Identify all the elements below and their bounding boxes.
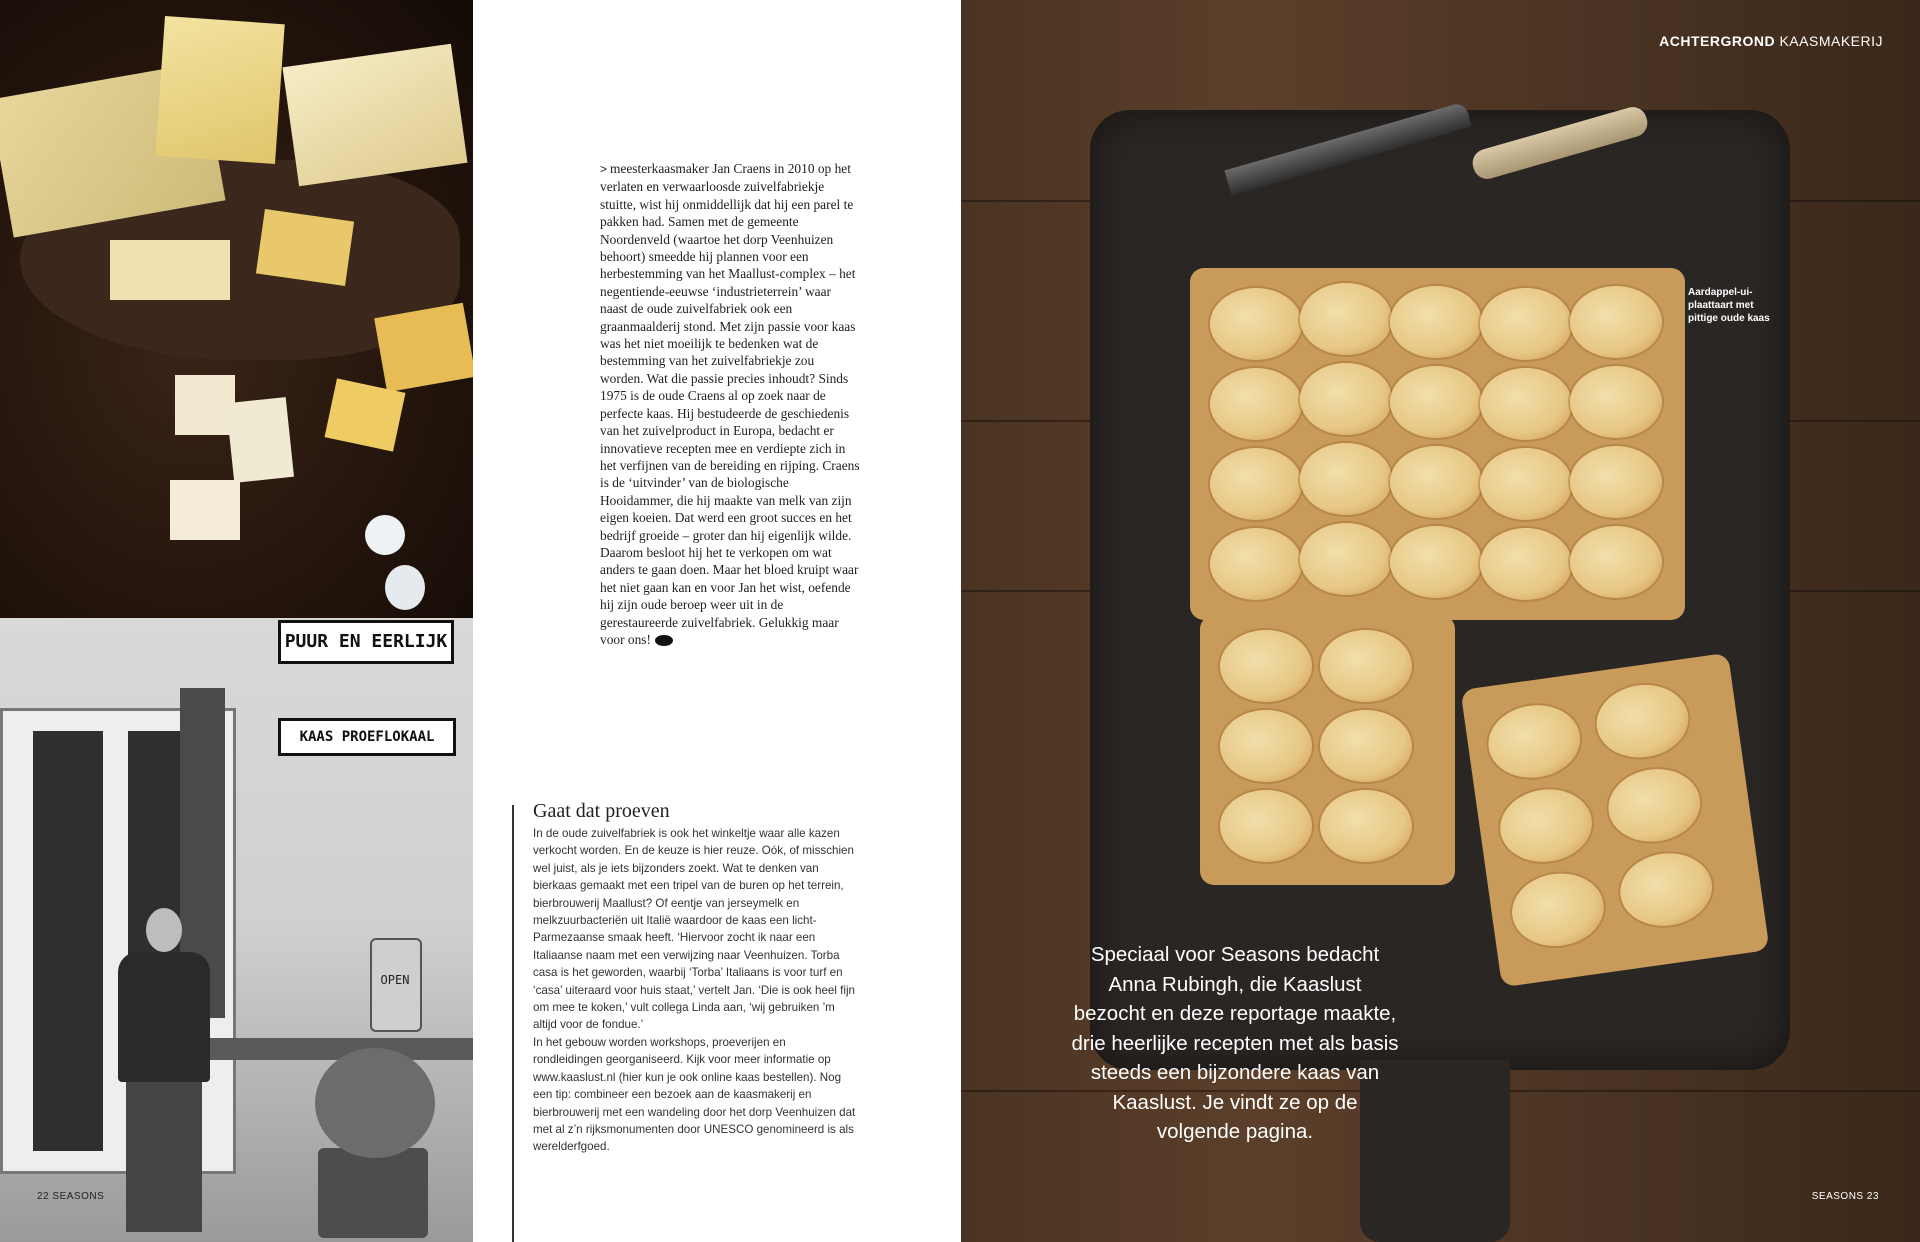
magazine-name-left: SEASONS <box>52 1191 105 1202</box>
sidebar-rule <box>512 805 514 1242</box>
potato-slice <box>1210 528 1302 600</box>
potato-slice <box>1480 528 1572 600</box>
potato-slice <box>1300 523 1392 595</box>
potato-slice <box>1484 699 1585 783</box>
potato-slice <box>1300 363 1392 435</box>
open-sign: OPEN <box>380 973 410 987</box>
door-window <box>33 731 103 1151</box>
sidebar-box <box>533 800 858 1156</box>
parmesan-wedge <box>282 44 467 186</box>
folio-left <box>37 1191 104 1202</box>
cheese-board-photo <box>0 0 473 618</box>
potato-slice <box>1210 448 1302 520</box>
potato-tart-lower <box>1200 615 1455 885</box>
cheese-cube <box>256 209 354 286</box>
pull-quote: Speciaal voor Seasons bedacht Anna Rubingh, die Kaaslust bezocht en deze reportage maakte, drie heerlijke recepten met als basis steeds een bijzondere kaas van Kaaslust. Je vindt ze op de volgende pagina. <box>1071 943 1399 1143</box>
cheesemaker-jan-craens <box>118 908 210 1238</box>
cheese-cube <box>226 397 294 483</box>
potato-slice <box>1320 630 1412 702</box>
potato-slice <box>1570 286 1662 358</box>
magazine-name-right: SEASONS <box>1811 1191 1864 1202</box>
section-label <box>1659 33 1883 49</box>
article-text: meesterkaasmaker Jan Craens in 2010 op het verlaten en verwaarloosde zuivelfabriekje stuitte, wist hij onmiddellijk dat hij een parel te pakken had. Samen met de gemeente Noordenveld (waartoe het dorp Veenhuizen behoort) smeedde hij plannen voor een herbestemming van het Maallust-complex – het negentiende-eeuwse ‘industrieterrein’ waar naast de oude zuivelfabriek ook een graanmaalderij stond. Met zijn passie voor kaas was het niet moeilijk te bedenken wat de bestemming van het zuivelfabriekje zou worden. Wat die passie precies inhoudt? Sinds 1975 is de oude Craens al op zoek naar de perfecte kaas. Hij bestudeerde de geschiedenis van het zuivelproduct in Europa, bedacht er innovatieve recepten mee en verdiepte zich in het verfijnen van de bereiding en rijping. Craens is de ‘uitvinder’ van de biologische Hooidammer, die hij maakte van melk van zijn eigen koeien. Dat werd een groot succes en het bedrijf groeide – groter dan hij eigenlijk wilde. Daarom besloot hij het te verkopen om wat anders te gaan doen. Maar het bloed kruipt waar het niet gaan kan en voor Jan het wist, oefende hij zijn oude beroep weer uit in de gerestaureerde zuivelfabriek. Gelukkig maar voor ons! <box>600 161 860 647</box>
potato-slice <box>1570 526 1662 598</box>
page-number-left: 22 <box>37 1191 50 1202</box>
potato-slice <box>1220 630 1312 702</box>
potato-slice <box>1210 368 1302 440</box>
person-trousers <box>126 1082 202 1232</box>
potato-slice <box>1320 790 1412 862</box>
grapes <box>365 515 405 555</box>
section-label-regular: KAASMAKERIJ <box>1779 33 1883 49</box>
grapes <box>385 565 425 610</box>
potato-slice <box>1390 366 1482 438</box>
potato-slice <box>1604 763 1705 847</box>
cheese-cube <box>374 303 473 392</box>
potato-slice <box>1390 286 1482 358</box>
potato-slice <box>1220 790 1312 862</box>
potato-slice <box>1570 366 1662 438</box>
sign-puur-en-eerlijk: PUUR EN EERLIJK <box>278 620 454 664</box>
article-column <box>600 160 860 648</box>
potato-slice <box>1496 784 1597 868</box>
section-label-bold: ACHTERGROND <box>1659 33 1776 49</box>
person-sweater <box>118 952 210 1082</box>
potato-slice <box>1300 283 1392 355</box>
potato-slice <box>1210 288 1302 360</box>
potato-slice <box>1390 526 1482 598</box>
sign-kaas-proeflokaal: KAAS PROEFLOKAAL <box>278 718 456 756</box>
folio-right <box>1812 1191 1879 1202</box>
potato-tart-slice <box>1460 653 1769 988</box>
plant <box>315 1048 435 1158</box>
plant-pot <box>318 1148 428 1238</box>
potato-slice <box>1220 710 1312 782</box>
cheese-cube <box>170 480 240 540</box>
page-number-right: 23 <box>1866 1191 1879 1202</box>
article-body <box>600 160 860 648</box>
end-mark-icon <box>655 635 673 646</box>
potato-slice <box>1300 443 1392 515</box>
potato-slice <box>1480 448 1572 520</box>
potato-slice <box>1480 368 1572 440</box>
potato-slice <box>1507 868 1608 952</box>
bench <box>200 1038 473 1060</box>
hard-cheese-wedge <box>155 16 284 164</box>
potato-tart-main <box>1190 268 1685 620</box>
cheese-cube <box>325 378 406 451</box>
person-head <box>146 908 182 952</box>
sidebar-title: Gaat dat proeven <box>533 800 670 822</box>
potato-slice <box>1570 446 1662 518</box>
cheese-cube <box>110 240 230 300</box>
potato-slice <box>1390 446 1482 518</box>
cheese-shop-photo <box>0 618 473 1242</box>
potato-slice <box>1592 679 1693 763</box>
potato-slice <box>1320 710 1412 782</box>
potato-slice <box>1616 848 1717 932</box>
sidebar-paragraph-1: In de oude zuivelfabriek is ook het winkeltje waar alle kazen verkocht worden. En de keuze is hier reuze. Oók, of misschien wel juist, als je iets bijzonders zoekt. Wat te denken van bierkaas gemaakt met een tripel van de buren op het terrein, bierbrouwerij Maallust? Of eentje van jerseymelk en melkzuurbacteriën uit Italië waardoor de kaas een licht-Parmezaanse smaak heeft. ‘Hiervoor zocht ik naar een Italiaanse naam met een verwijzing naar Veenhuizen. Torba casa is het geworden, waarbij ‘Torba’ Italiaans is voor turf en ‘casa’ uiteraard voor huis staat,’ vertelt Jan. ‘Die is ook heel fijn om mee te koken,’ vult collega Linda aan, ‘wij gebruiken ’m altijd voor de fondue.’ <box>533 827 855 1032</box>
potato-slice <box>1480 288 1572 360</box>
continuation-marker: > <box>600 162 608 176</box>
sidebar-paragraph-2: In het gebouw worden workshops, proeverijen en rondleidingen georganiseerd. Kijk voor meer informatie op www.kaaslust.nl (hier kun je ook online kaas bestellen). Nog een tip: combineer een bezoek aan de kaasmakerij en bierbrouwerij met een wandeling door het dorp Veenhuizen dat met al z’n rijksmonumenten door UNESCO genomineerd is als werelderfgoed. <box>533 1035 856 1154</box>
photo-caption: Aardappel-ui-plaattaart met pittige oude kaas <box>1688 287 1770 324</box>
